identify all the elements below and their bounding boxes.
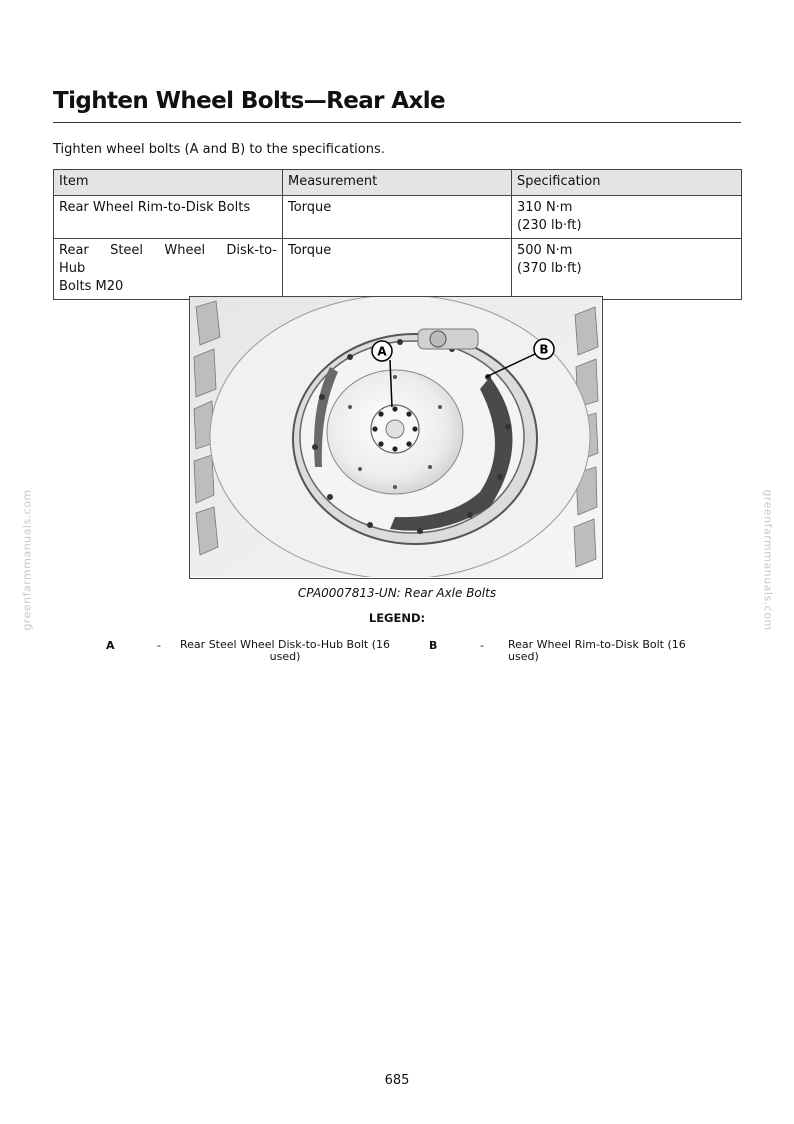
cell-item [54,239,283,300]
legend-dash: - [157,639,161,652]
legend-letter: B [429,639,438,652]
spec-imperial: (370 lb·ft) [517,261,582,276]
header-item: Item [54,170,283,196]
wheel-drawing [190,297,601,577]
spec-metric: 310 N·m [517,200,573,215]
callout-b-label: B [539,342,549,357]
cell-measurement: Torque [283,196,512,239]
header-specification: Specification [512,170,742,196]
legend-description-line: used) [269,650,301,663]
cell-specification [512,196,742,239]
legend-description-line: Rear Steel Wheel Disk-to-Hub Bolt (16 [180,638,390,651]
legend-description-line: Rear Wheel Rim-to-Disk Bolt (16 used) [508,638,686,663]
item-line-1: Rear Steel Wheel Disk-to-Hub [59,243,277,276]
wheel-illustration [189,296,603,579]
legend-description [508,639,708,663]
legend-letter: A [106,639,115,652]
watermark-right: greenfarmmanuals.com [761,489,775,631]
spec-metric: 500 N·m [517,243,573,258]
page-number: 685 [384,1073,410,1088]
watermark-left: greenfarmmanuals.com [20,489,34,631]
title-divider [53,122,741,123]
spec-imperial: (230 lb·ft) [517,218,582,233]
cell-measurement: Torque [283,239,512,300]
legend-title: LEGEND: [368,611,426,625]
table-row [54,239,742,300]
table-header-row [54,170,742,196]
cell-item: Rear Wheel Rim-to-Disk Bolts [54,196,283,239]
intro-text: Tighten wheel bolts (A and B) to the specifications. [53,142,385,157]
figure-caption: CPA0007813-UN: Rear Axle Bolts [297,586,497,600]
header-measurement: Measurement [283,170,512,196]
item-line-2: Bolts M20 [59,279,124,294]
callout-a-label: A [377,344,387,359]
page-title: Tighten Wheel Bolts—Rear Axle [53,88,446,114]
cell-specification [512,239,742,300]
legend-dash: - [480,639,484,652]
table-row [54,196,742,239]
specification-table [53,169,742,300]
legend-description [180,639,390,663]
